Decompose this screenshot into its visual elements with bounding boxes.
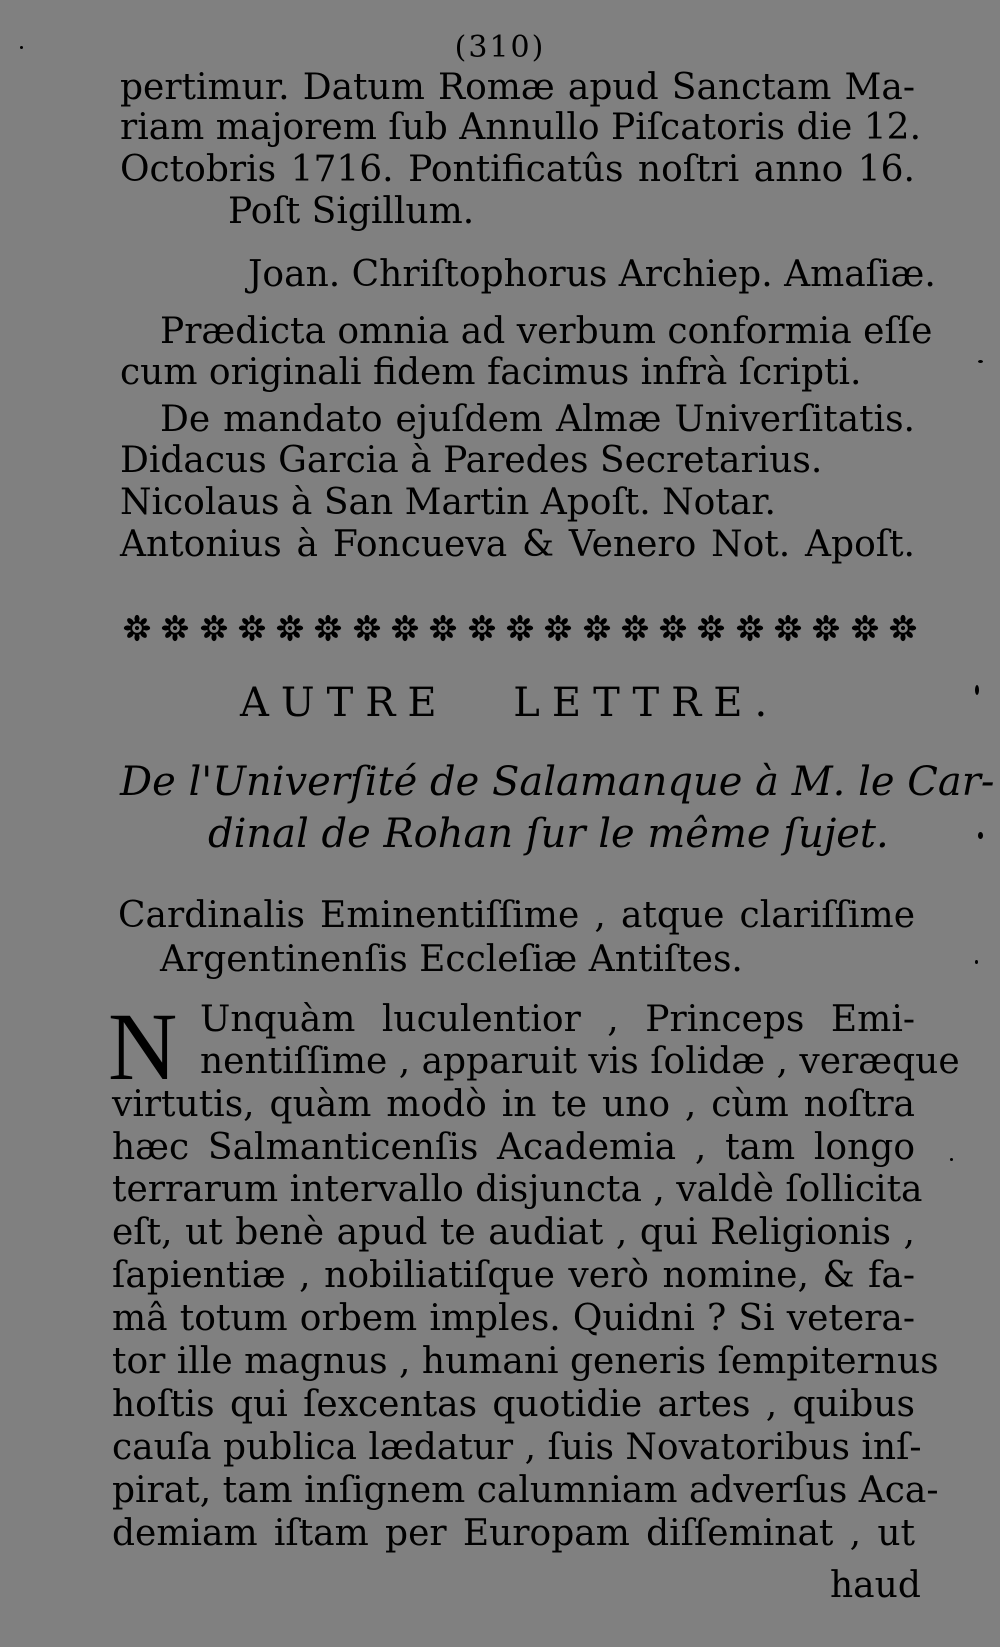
text-line: cum originali fidem facimus infrà ſcripti. bbox=[120, 352, 862, 393]
fleuron-icon bbox=[273, 611, 307, 645]
section-title: AUTRE LETTRE. bbox=[240, 680, 780, 726]
fleuron-icon bbox=[733, 611, 767, 645]
ornament-band bbox=[120, 608, 920, 648]
fleuron-icon bbox=[694, 611, 728, 645]
fleuron-icon bbox=[158, 611, 192, 645]
scan-speck bbox=[975, 685, 979, 695]
fleuron-icon bbox=[886, 611, 920, 645]
text-line: Prædicta omnia ad verbum conformia eſſe bbox=[160, 311, 933, 352]
drop-cap: N bbox=[108, 993, 178, 1100]
text-line: De mandato ejuſdem Almæ Univerſitatis. bbox=[160, 399, 915, 440]
body-line: terrarum intervallo disjuncta , valdè ſollicita bbox=[112, 1169, 923, 1210]
text-line: Didacus Garcia à Paredes Secretarius. bbox=[120, 440, 823, 481]
body-line: eſt, ut benè apud te audiat , qui Religionis , bbox=[112, 1212, 915, 1253]
body-line: cauſa publica lædatur , ſuis Novatoribus inſ- bbox=[112, 1427, 922, 1468]
fleuron-icon bbox=[388, 611, 422, 645]
fleuron-icon bbox=[235, 611, 269, 645]
salutation-line: Cardinalis Eminentiſſime , atque clariſſime bbox=[118, 895, 915, 936]
body-line: demiam iſtam per Europam diſſeminat , ut bbox=[112, 1513, 915, 1554]
text-line: Nicolaus à San Martin Apoſt. Notar. bbox=[120, 482, 776, 523]
fleuron-icon bbox=[426, 611, 460, 645]
fleuron-icon bbox=[848, 611, 882, 645]
fleuron-icon bbox=[350, 611, 384, 645]
scan-speck bbox=[978, 832, 983, 839]
subtitle-line: De l'Univerſité de Salamanque à M. le Car- bbox=[120, 759, 995, 805]
body-line: mâ totum orbem imples. Quidni ? Si vetera- bbox=[112, 1298, 915, 1339]
body-line: nentiſſime , apparuit vis ſolidæ , veræque bbox=[200, 1041, 960, 1082]
fleuron-icon bbox=[197, 611, 231, 645]
scan-speck bbox=[950, 1158, 953, 1161]
body-line: pirat, tam inſignem calumniam adverſus Aca- bbox=[112, 1470, 939, 1511]
fleuron-icon bbox=[465, 611, 499, 645]
salutation-line: Argentinenſis Eccleſiæ Antiſtes. bbox=[160, 939, 743, 980]
fleuron-icon bbox=[120, 611, 154, 645]
body-line: virtutis, quàm modò in te uno , cùm noſtra bbox=[112, 1084, 915, 1125]
fleuron-icon bbox=[580, 611, 614, 645]
fleuron-icon bbox=[541, 611, 575, 645]
body-line: hoſtis qui ſexcentas quotidie artes , quibus bbox=[112, 1384, 915, 1425]
signature-line: Joan. Chriſtophorus Archiep. Amaſiæ. bbox=[248, 254, 936, 295]
body-line: tor ille magnus , humani generis ſempiternus bbox=[112, 1341, 939, 1382]
subtitle-line: dinal de Rohan ſur le même ſujet. bbox=[208, 811, 889, 857]
fleuron-icon bbox=[809, 611, 843, 645]
scan-speck bbox=[975, 960, 978, 964]
body-line: hæc Salmanticenſis Academia , tam longo bbox=[112, 1127, 915, 1168]
catchword: haud bbox=[830, 1565, 921, 1606]
text-line: Antonius à Foncueva & Venero Not. Apoſt. bbox=[120, 524, 915, 565]
page-number: (310) bbox=[454, 30, 546, 65]
fleuron-icon bbox=[311, 611, 345, 645]
fleuron-icon bbox=[771, 611, 805, 645]
body-line: Unquàm luculentior , Princeps Emi- bbox=[200, 999, 915, 1040]
text-line: Octobris 1716. Pontificatûs noſtri anno 16. bbox=[120, 149, 915, 190]
text-line: Poſt Sigillum. bbox=[228, 191, 475, 232]
text-line: pertimur. Datum Romæ apud Sanctam Ma- bbox=[120, 67, 915, 108]
scan-speck bbox=[978, 360, 983, 363]
text-line: riam majorem ſub Annullo Piſcatoris die 12. bbox=[120, 107, 922, 148]
body-line: ſapientiæ , nobiliatiſque verò nomine, & fa- bbox=[112, 1255, 915, 1296]
fleuron-icon bbox=[618, 611, 652, 645]
scan-speck bbox=[20, 46, 23, 49]
fleuron-icon bbox=[503, 611, 537, 645]
fleuron-icon bbox=[656, 611, 690, 645]
